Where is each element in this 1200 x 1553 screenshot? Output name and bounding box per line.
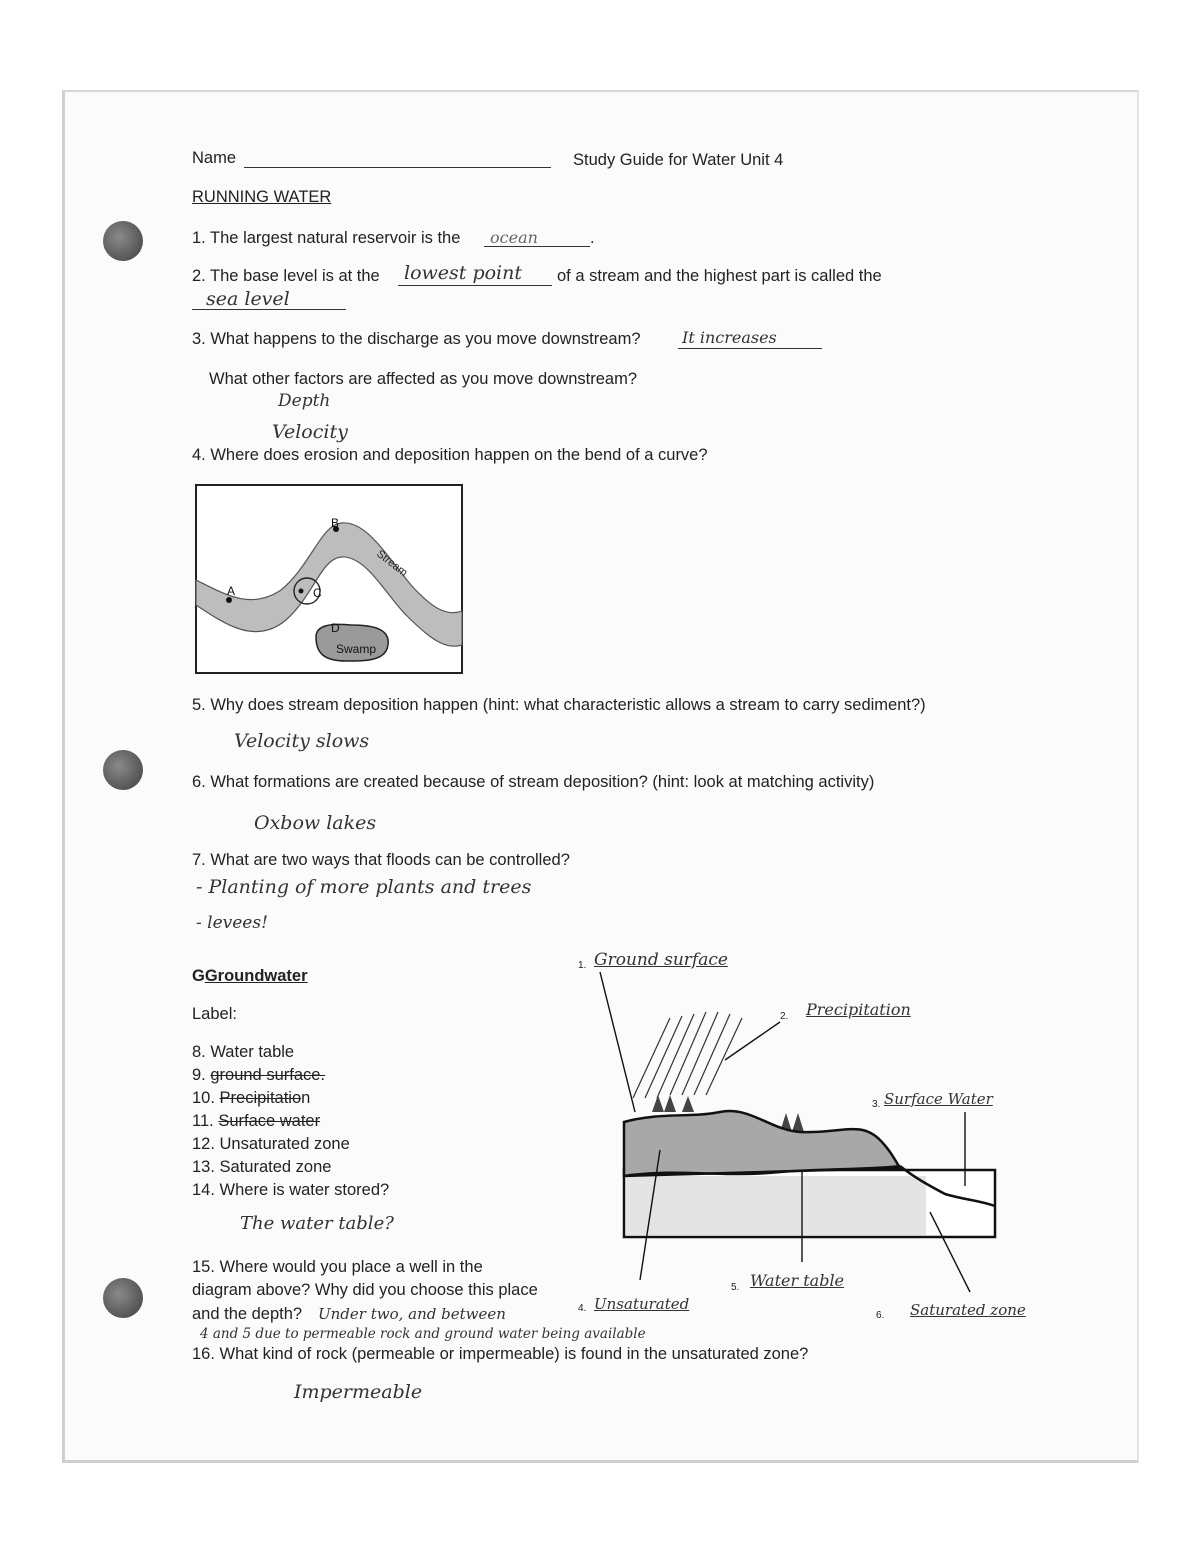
gw-num-4: 4. xyxy=(578,1303,587,1314)
q2-answer-b: sea level xyxy=(206,288,290,310)
gw-label-water-table: Water table xyxy=(750,1271,845,1290)
gw-label-precipitation: Precipitation xyxy=(806,1000,911,1019)
q2-prompt-a: 2. The base level is at the xyxy=(192,267,380,285)
q1-answer: ocean xyxy=(490,228,538,247)
binder-hole-top xyxy=(103,221,143,261)
label-item-11-text: Surface water xyxy=(218,1112,321,1130)
q5-prompt: 5. Why does stream deposition happen (hint: what characteristic allows a stream to carry sediment?) xyxy=(192,696,926,714)
q7-prompt: 7. What are two ways that floods can be controlled? xyxy=(192,851,570,869)
section-heading-groundwater-text: Groundwater xyxy=(204,967,308,985)
label-item-13: 13. Saturated zone xyxy=(192,1158,332,1176)
label-item-12: 12. Unsaturated zone xyxy=(192,1135,350,1153)
q16-answer: Impermeable xyxy=(294,1381,423,1403)
q3-answer-line xyxy=(678,348,822,349)
q15-answer-2: 4 and 5 due to permeable rock and ground water being available xyxy=(200,1326,646,1342)
point-c-dot xyxy=(299,589,304,594)
gw-label-unsaturated: Unsaturated xyxy=(594,1295,690,1313)
label-item-9-num: 9. xyxy=(192,1066,206,1084)
saturated-zone xyxy=(626,1176,926,1235)
q1-prompt: 1. The largest natural reservoir is the xyxy=(192,229,461,247)
page-title: Study Guide for Water Unit 4 xyxy=(573,151,784,169)
q14-answer: The water table? xyxy=(240,1213,394,1234)
label-stream: Stream xyxy=(374,547,410,580)
q6-answer: Oxbow lakes xyxy=(254,812,377,834)
binder-hole-middle xyxy=(103,750,143,790)
label-heading: Label: xyxy=(192,1005,237,1023)
label-item-10 xyxy=(192,1089,310,1108)
gw-num-1: 1. xyxy=(578,960,587,971)
q16-prompt: 16. What kind of rock (permeable or impermeable) is found in the unsaturated zone? xyxy=(192,1345,809,1363)
label-item-9-text: ground surface. xyxy=(210,1066,326,1084)
gw-label-surface-water: Surface Water xyxy=(884,1090,993,1108)
q15-line-2: diagram above? Why did you choose this place xyxy=(192,1281,538,1299)
name-label: Name xyxy=(192,149,237,167)
label-a: A xyxy=(227,584,236,598)
name-field[interactable] xyxy=(244,167,551,168)
label-item-8: 8. Water table xyxy=(192,1043,295,1061)
gw-label-ground-surface: Ground surface xyxy=(594,950,728,970)
unsaturated-zone xyxy=(624,1111,900,1176)
binder-hole-bottom xyxy=(103,1278,143,1318)
section-heading-running-water: RUNNING WATER xyxy=(192,188,332,206)
q7-answer-2: - levees! xyxy=(196,913,268,933)
q3-prompt: 3. What happens to the discharge as you move downstream? xyxy=(192,330,641,348)
label-item-11 xyxy=(192,1112,320,1131)
section-heading-groundwater: GGroundwater xyxy=(192,967,308,985)
gw-label-saturated-zone: Saturated zone xyxy=(910,1301,1026,1319)
q1-period: . xyxy=(590,229,595,247)
label-item-10-num: 10. xyxy=(192,1089,215,1107)
q4-prompt: 4. Where does erosion and deposition happen on the bend of a curve? xyxy=(192,446,708,464)
label-swamp: Swamp xyxy=(336,642,377,656)
gw-num-2: 2. xyxy=(780,1011,789,1022)
precipitation-lines xyxy=(633,1012,742,1098)
gw-num-5: 5. xyxy=(731,1282,740,1293)
q6-prompt: 6. What formations are created because of stream deposition? (hint: look at matching activity) xyxy=(192,773,875,791)
q15-answer-1: Under two, and between xyxy=(318,1305,506,1323)
label-b: B xyxy=(331,516,340,530)
label-item-9 xyxy=(192,1066,325,1085)
q2-answer-a-line xyxy=(398,285,552,286)
label-item-14: 14. Where is water stored? xyxy=(192,1181,390,1199)
q2-answer-a: lowest point xyxy=(404,262,522,284)
q2-prompt-b: of a stream and the highest part is called the xyxy=(557,267,882,285)
q5-answer: Velocity slows xyxy=(234,730,370,752)
q15-line-3: and the depth? xyxy=(192,1305,303,1323)
label-d: D xyxy=(331,621,340,635)
gw-num-6: 6. xyxy=(876,1310,885,1321)
groundwater-diagram xyxy=(600,1000,1020,1300)
q15-line-1: 15. Where would you place a well in the xyxy=(192,1258,483,1276)
q3-followup: What other factors are affected as you move downstream? xyxy=(209,370,637,388)
q3-answer-depth: Depth xyxy=(278,391,331,411)
gw-num-3: 3. xyxy=(872,1099,881,1110)
label-item-11-num: 11. xyxy=(192,1112,214,1130)
q7-answer-1: - Planting of more plants and trees xyxy=(196,876,532,898)
label-c: C xyxy=(313,586,322,600)
label-item-10-rest: n xyxy=(301,1089,311,1107)
q3-answer: It increases xyxy=(682,328,777,347)
q3-answer-velocity: Velocity xyxy=(272,421,348,443)
stream-bend-diagram xyxy=(196,485,464,675)
label-item-10-text: Precipitatio xyxy=(219,1089,302,1107)
